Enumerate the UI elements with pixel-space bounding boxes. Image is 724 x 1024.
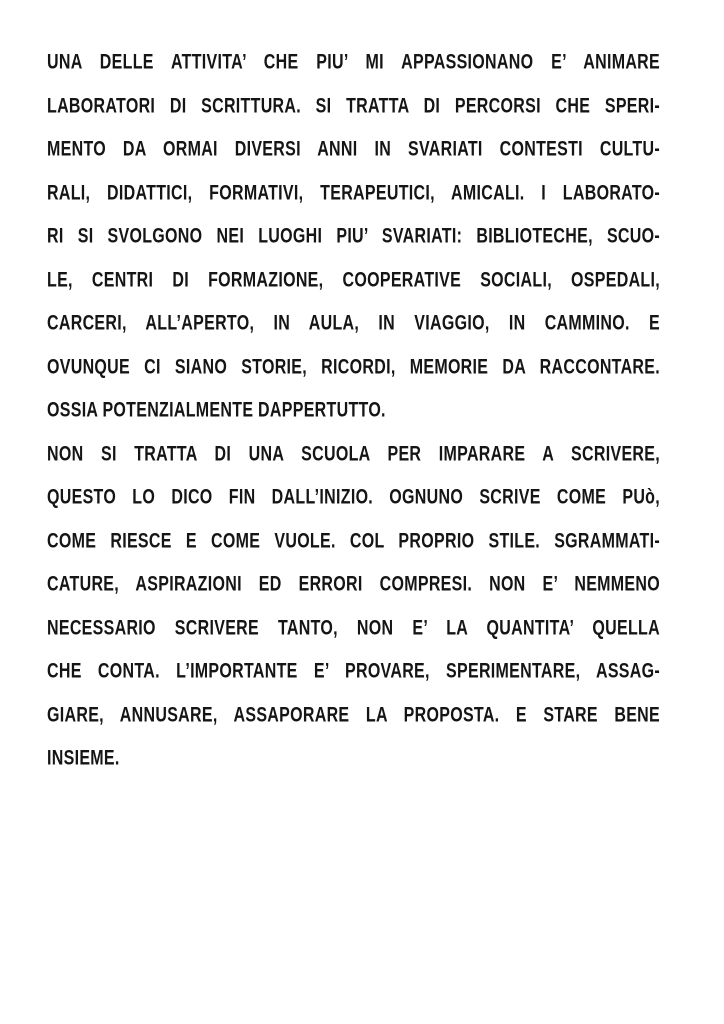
text-line: RI SI SVOLGONO NEI LUOGHI PIU’ SVARIATI: BIBLIOTECHE, SCUO- xyxy=(47,225,660,248)
text-line: CARCERI, ALL’APERTO, IN AULA, IN VIAGGIO, IN CAMMINO. E xyxy=(47,312,660,335)
text-line: NECESSARIO SCRIVERE TANTO, NON E’ LA QUANTITA’ QUELLA xyxy=(47,616,660,640)
text-line: CATURE, ASPIRAZIONI ED ERRORI COMPRESI. NON E’ NEMMENO xyxy=(47,573,660,596)
text-line: LABORATORI DI SCRITTURA. SI TRATTA DI PERCORSI CHE SPERI- xyxy=(47,94,660,118)
text-line: NON SI TRATTA DI UNA SCUOLA PER IMPARARE A SCRIVERE, xyxy=(47,442,660,466)
text-line: GIARE, ANNUSARE, ASSAPORARE LA PROPOSTA. E STARE BENE xyxy=(47,703,660,727)
text-line-paragraph-end: OSSIA POTENZIALMENTE DAPPERTUTTO. xyxy=(47,399,386,422)
text-block xyxy=(47,41,660,781)
text-line-paragraph-end: INSIEME. xyxy=(47,747,120,770)
text-line: UNA DELLE ATTIVITA’ CHE PIU’ MI APPASSIONANO E’ ANIMARE xyxy=(47,51,660,74)
text-line: LE, CENTRI DI FORMAZIONE, COOPERATIVE SOCIALI, OSPEDALI, xyxy=(47,268,660,292)
text-line: RALI, DIDATTICI, FORMATIVI, TERAPEUTICI, AMICALI. I LABORATO- xyxy=(47,181,660,205)
text-line: QUESTO LO DICO FIN DALL’INIZIO. OGNUNO SCRIVE COME PUò, xyxy=(47,486,660,509)
text-line: COME RIESCE E COME VUOLE. COL PROPRIO STILE. SGRAMMATI- xyxy=(47,529,660,553)
text-line: OVUNQUE CI SIANO STORIE, RICORDI, MEMORIE DA RACCONTARE. xyxy=(47,355,660,379)
text-line: MENTO DA ORMAI DIVERSI ANNI IN SVARIATI CONTESTI CULTU- xyxy=(47,138,660,161)
text-line: CHE CONTA. L’IMPORTANTE E’ PROVARE, SPERIMENTARE, ASSAG- xyxy=(47,660,660,683)
